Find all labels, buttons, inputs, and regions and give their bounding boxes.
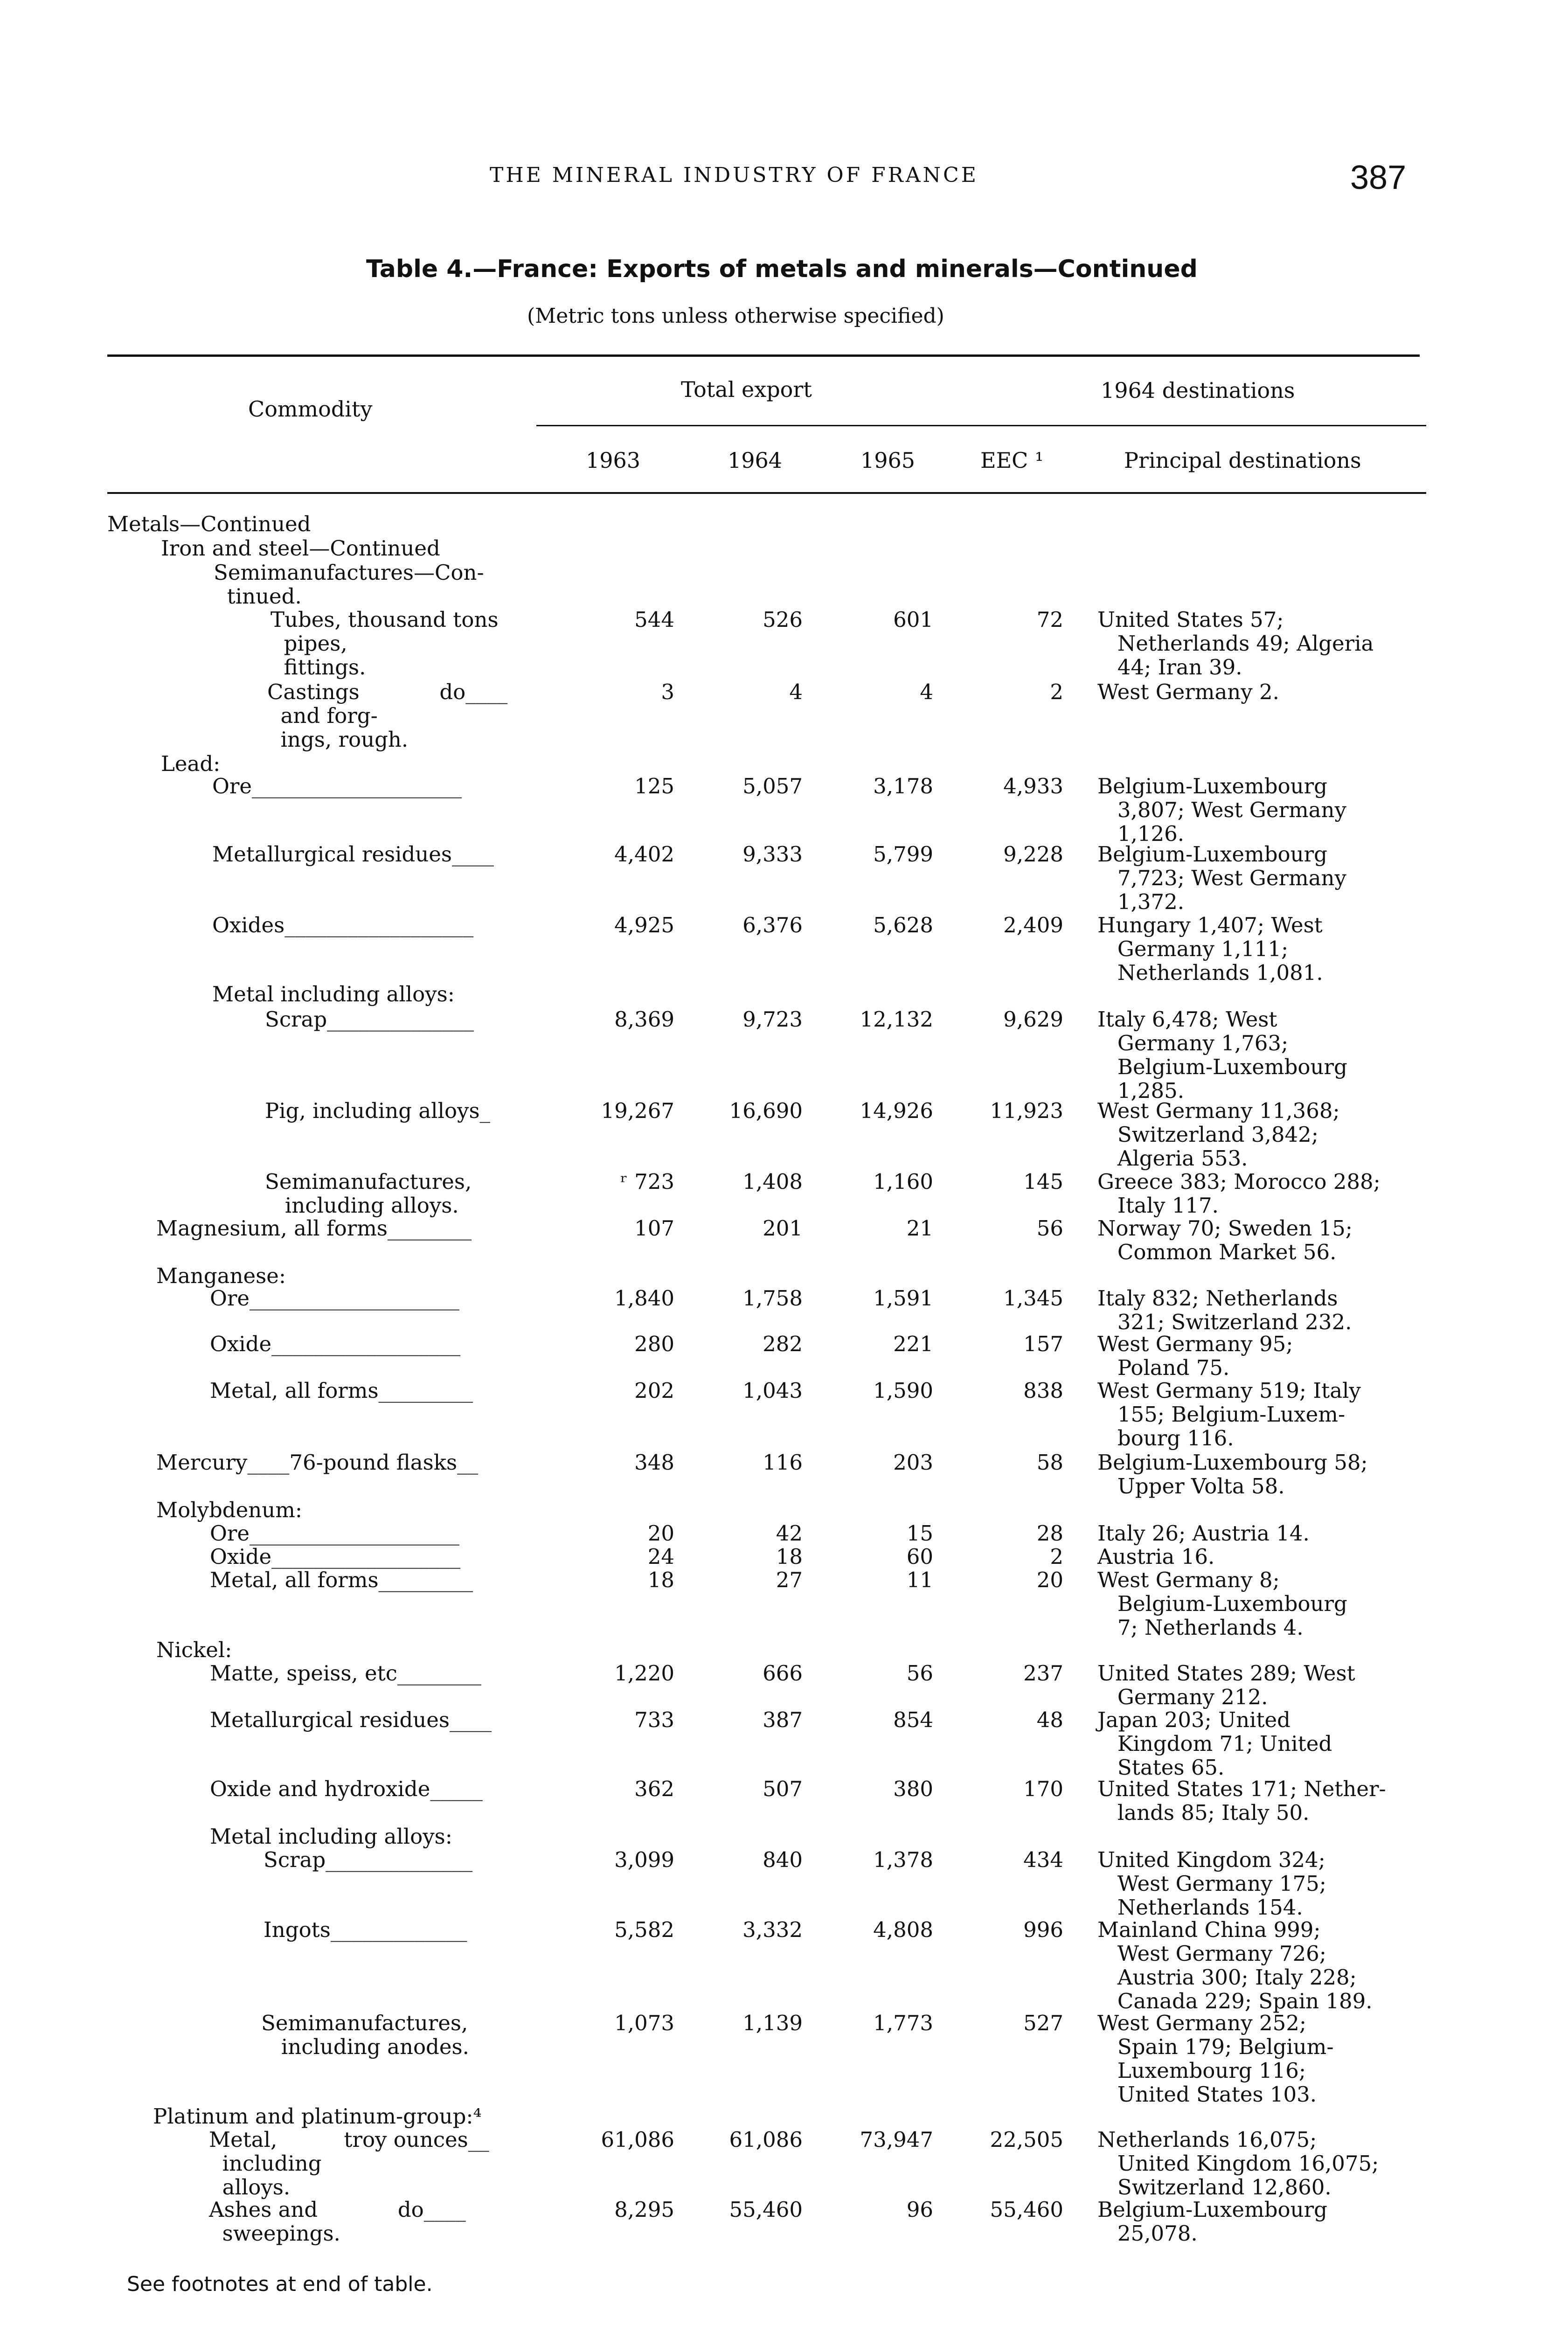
value-eec: 11,923 bbox=[990, 1098, 1063, 1123]
value-1963: 544 bbox=[634, 607, 674, 632]
value-eec: 527 bbox=[1023, 2011, 1063, 2035]
value-1965: 1,773 bbox=[873, 2011, 933, 2035]
value-1963: 20 bbox=[647, 1521, 674, 1546]
value-1965: 601 bbox=[893, 607, 933, 632]
value-1963: 19,267 bbox=[601, 1098, 674, 1123]
value-eec: 48 bbox=[1036, 1707, 1063, 1732]
value-1965: 1,591 bbox=[873, 1286, 933, 1311]
principal-destinations: West Germany 8; Belgium-Luxembourg 7; Netherlands 4. bbox=[1097, 1568, 1347, 1640]
value-1965: 12,132 bbox=[860, 1007, 933, 1032]
commodity-label: Magnesium, all forms________ bbox=[156, 1216, 472, 1241]
value-eec: 145 bbox=[1023, 1169, 1063, 1194]
commodity-label: Molybdenum: bbox=[156, 1498, 303, 1522]
table-title: Table 4.—France: Exports of metals and minerals—Continued bbox=[366, 255, 1198, 283]
value-1965: 5,799 bbox=[873, 842, 933, 867]
commodity-label: Semimanufactures, including alloys. bbox=[265, 1169, 472, 1218]
value-1965: 1,378 bbox=[873, 1847, 933, 1872]
value-1964: 61,086 bbox=[729, 2127, 803, 2152]
principal-destinations: United States 289; West Germany 212. bbox=[1097, 1661, 1355, 1709]
top-rule bbox=[107, 354, 1420, 357]
principal-destinations: Belgium-Luxembourg 3,807; West Germany 1,126. bbox=[1097, 774, 1346, 846]
commodity-label: Castings do____ and forg- ings, rough. bbox=[267, 680, 508, 752]
value-1965: 1,160 bbox=[873, 1169, 933, 1194]
commodity-label: Oxide__________________ bbox=[210, 1332, 461, 1356]
value-1964: 4 bbox=[789, 680, 803, 704]
principal-destinations: Italy 6,478; West Germany 1,763; Belgium-Luxembourg 1,285. bbox=[1097, 1007, 1347, 1103]
header-1964: 1964 bbox=[728, 448, 783, 473]
value-1963: 18 bbox=[647, 1568, 674, 1592]
value-1965: 14,926 bbox=[860, 1098, 933, 1123]
header-1965: 1965 bbox=[860, 448, 916, 473]
value-1964: 666 bbox=[763, 1661, 803, 1686]
commodity-label: Ore____________________ bbox=[212, 774, 462, 798]
principal-destinations: Belgium-Luxembourg 25,078. bbox=[1097, 2197, 1327, 2246]
commodity-label: Mercury____76-pound flasks__ bbox=[156, 1450, 479, 1475]
principal-destinations: Mainland China 999; West Germany 726; Austria 300; Italy 228; Canada 229; Spain 189. bbox=[1097, 1917, 1373, 2013]
value-1963: 24 bbox=[647, 1544, 674, 1569]
principal-destinations: West Germany 95; Poland 75. bbox=[1097, 1332, 1293, 1380]
value-eec: 72 bbox=[1036, 607, 1063, 632]
principal-destinations: Netherlands 16,075; United Kingdom 16,075; Switzerland 12,860. bbox=[1097, 2127, 1379, 2200]
commodity-label: Oxide and hydroxide_____ bbox=[210, 1777, 483, 1801]
commodity-label: Ore____________________ bbox=[210, 1286, 460, 1311]
value-eec: 4,933 bbox=[1003, 774, 1063, 798]
commodity-label: Ashes and do____ sweepings. bbox=[209, 2197, 466, 2246]
value-1964: 840 bbox=[763, 1847, 803, 1872]
value-eec: 157 bbox=[1023, 1332, 1063, 1356]
value-1963: 4,925 bbox=[614, 913, 674, 937]
commodity-label: Semimanufactures, including anodes. bbox=[261, 2011, 469, 2059]
value-1965: 4 bbox=[920, 680, 933, 704]
commodity-label: Iron and steel—Continued bbox=[161, 536, 440, 561]
value-1963: 8,295 bbox=[614, 2197, 674, 2222]
value-eec: 20 bbox=[1036, 1568, 1063, 1592]
value-1964: 116 bbox=[763, 1450, 803, 1475]
commodity-label: Oxide__________________ bbox=[210, 1544, 461, 1569]
value-1963: 348 bbox=[634, 1450, 674, 1475]
value-eec: 2 bbox=[1050, 680, 1063, 704]
principal-destinations: Italy 832; Netherlands 321; Switzerland 232. bbox=[1097, 1286, 1352, 1334]
commodity-label: Matte, speiss, etc________ bbox=[210, 1661, 481, 1686]
header-commodity: Commodity bbox=[248, 396, 373, 422]
header-eec: EEC ¹ bbox=[980, 448, 1044, 473]
header-1964-destinations: 1964 destinations bbox=[1101, 378, 1295, 403]
value-1964: 1,408 bbox=[742, 1169, 803, 1194]
running-head: THE MINERAL INDUSTRY OF FRANCE bbox=[490, 163, 978, 187]
value-eec: 2 bbox=[1050, 1544, 1063, 1569]
principal-destinations: Japan 203; United Kingdom 71; United States 65. bbox=[1097, 1707, 1332, 1780]
commodity-label: Ore____________________ bbox=[210, 1521, 460, 1546]
value-eec: 9,629 bbox=[1003, 1007, 1063, 1032]
principal-destinations: United Kingdom 324; West Germany 175; Netherlands 154. bbox=[1097, 1847, 1326, 1920]
value-eec: 996 bbox=[1023, 1917, 1063, 1942]
commodity-label: Metals—Continued bbox=[107, 512, 311, 536]
value-eec: 838 bbox=[1023, 1378, 1063, 1403]
value-1964: 5,057 bbox=[742, 774, 803, 798]
value-1964: 387 bbox=[763, 1707, 803, 1732]
commodity-label: Platinum and platinum-group:⁴ bbox=[153, 2104, 482, 2129]
value-1963: 1,220 bbox=[614, 1661, 674, 1686]
principal-destinations: Belgium-Luxembourg 7,723; West Germany 1,372. bbox=[1097, 842, 1346, 914]
principal-destinations: United States 57; Netherlands 49; Algeria 44; Iran 39. bbox=[1097, 607, 1374, 680]
principal-destinations: West Germany 252; Spain 179; Belgium- Luxembourg 116; United States 103. bbox=[1097, 2011, 1334, 2107]
value-eec: 170 bbox=[1023, 1777, 1063, 1801]
value-eec: 237 bbox=[1023, 1661, 1063, 1686]
value-1965: 5,628 bbox=[873, 913, 933, 937]
value-1964: 526 bbox=[763, 607, 803, 632]
commodity-label: Scrap______________ bbox=[264, 1847, 473, 1872]
value-1963: 4,402 bbox=[614, 842, 674, 867]
value-1964: 1,043 bbox=[742, 1378, 803, 1403]
commodity-label: Manganese: bbox=[156, 1263, 286, 1288]
value-1963: 733 bbox=[634, 1707, 674, 1732]
value-eec: 28 bbox=[1036, 1521, 1063, 1546]
value-1965: 56 bbox=[906, 1661, 933, 1686]
principal-destinations: Italy 26; Austria 14. bbox=[1097, 1521, 1310, 1546]
value-1963: 280 bbox=[634, 1332, 674, 1356]
commodity-label: Metal, troy ounces__ including alloys. bbox=[209, 2127, 489, 2200]
principal-destinations: United States 171; Nether- lands 85; Italy 50. bbox=[1097, 1777, 1386, 1825]
value-1965: 96 bbox=[906, 2197, 933, 2222]
principal-destinations: Norway 70; Sweden 15; Common Market 56. bbox=[1097, 1216, 1353, 1264]
commodity-label: Metal, all forms_________ bbox=[210, 1568, 473, 1592]
commodity-label: Semimanufactures—Con- tinued. bbox=[214, 560, 484, 609]
value-1963: 3,099 bbox=[614, 1847, 674, 1872]
principal-destinations: Greece 383; Morocco 288; Italy 117. bbox=[1097, 1169, 1381, 1218]
header-principal-destinations: Principal destinations bbox=[1124, 448, 1361, 473]
value-1964: 201 bbox=[763, 1216, 803, 1241]
value-1963: 3 bbox=[661, 680, 674, 704]
commodity-label: Scrap______________ bbox=[265, 1007, 474, 1032]
value-1965: 15 bbox=[906, 1521, 933, 1546]
value-1963: 61,086 bbox=[601, 2127, 674, 2152]
principal-destinations: Belgium-Luxembourg 58; Upper Volta 58. bbox=[1097, 1450, 1368, 1499]
value-eec: 9,228 bbox=[1003, 842, 1063, 867]
value-1965: 380 bbox=[893, 1777, 933, 1801]
header-1963: 1963 bbox=[586, 448, 641, 473]
principal-destinations: West Germany 2. bbox=[1097, 680, 1279, 704]
value-eec: 434 bbox=[1023, 1847, 1063, 1872]
commodity-label: Nickel: bbox=[156, 1638, 232, 1662]
value-1963: 362 bbox=[634, 1777, 674, 1801]
principal-destinations: Hungary 1,407; West Germany 1,111; Netherlands 1,081. bbox=[1097, 913, 1323, 985]
value-1965: 21 bbox=[906, 1216, 933, 1241]
commodity-label: Metal including alloys: bbox=[210, 1824, 452, 1849]
commodity-label: Metallurgical residues____ bbox=[212, 842, 494, 867]
value-1965: 60 bbox=[906, 1544, 933, 1569]
value-1964: 282 bbox=[763, 1332, 803, 1356]
value-eec: 1,345 bbox=[1003, 1286, 1063, 1311]
value-1965: 221 bbox=[893, 1332, 933, 1356]
value-1963: 8,369 bbox=[614, 1007, 674, 1032]
value-1965: 73,947 bbox=[860, 2127, 933, 2152]
commodity-label: Metallurgical residues____ bbox=[210, 1707, 492, 1732]
value-1964: 16,690 bbox=[729, 1098, 803, 1123]
value-1965: 203 bbox=[893, 1450, 933, 1475]
value-1963: 202 bbox=[634, 1378, 674, 1403]
value-1964: 507 bbox=[763, 1777, 803, 1801]
value-1963: 1,073 bbox=[614, 2011, 674, 2035]
principal-destinations: West Germany 11,368; Switzerland 3,842; Algeria 553. bbox=[1097, 1098, 1340, 1171]
value-1963: 107 bbox=[634, 1216, 674, 1241]
value-1964: 6,376 bbox=[742, 913, 803, 937]
value-1964: 3,332 bbox=[742, 1917, 803, 1942]
footnote: See footnotes at end of table. bbox=[127, 2272, 433, 2296]
value-1963: 1,840 bbox=[614, 1286, 674, 1311]
value-eec: 22,505 bbox=[990, 2127, 1063, 2152]
value-1965: 11 bbox=[906, 1568, 933, 1592]
value-1964: 55,460 bbox=[729, 2197, 803, 2222]
commodity-label: Oxides__________________ bbox=[212, 913, 474, 937]
value-1964: 18 bbox=[776, 1544, 803, 1569]
value-1963: ʳ 723 bbox=[620, 1169, 674, 1194]
value-1965: 854 bbox=[893, 1707, 933, 1732]
commodity-label: Metal, all forms_________ bbox=[210, 1378, 473, 1403]
value-eec: 2,409 bbox=[1003, 913, 1063, 937]
principal-destinations: Austria 16. bbox=[1097, 1544, 1215, 1569]
commodity-label: Lead: bbox=[161, 751, 221, 776]
commodity-label: Pig, including alloys_ bbox=[265, 1098, 491, 1123]
value-1964: 9,723 bbox=[742, 1007, 803, 1032]
commodity-label: Metal including alloys: bbox=[212, 982, 455, 1006]
value-1963: 125 bbox=[634, 774, 674, 798]
header-bottom-rule bbox=[107, 492, 1426, 494]
value-eec: 55,460 bbox=[990, 2197, 1063, 2222]
principal-destinations: West Germany 519; Italy 155; Belgium-Luxem- bourg 116. bbox=[1097, 1378, 1361, 1451]
value-1964: 1,139 bbox=[742, 2011, 803, 2035]
commodity-label: Ingots_____________ bbox=[264, 1917, 467, 1942]
value-1965: 4,808 bbox=[873, 1917, 933, 1942]
value-1965: 1,590 bbox=[873, 1378, 933, 1403]
value-1965: 3,178 bbox=[873, 774, 933, 798]
header-mid-rule bbox=[536, 425, 1426, 426]
header-total-export: Total export bbox=[681, 377, 812, 402]
table-subtitle: (Metric tons unless otherwise specified) bbox=[527, 304, 944, 328]
value-1964: 9,333 bbox=[742, 842, 803, 867]
commodity-label: Tubes, thousand tons pipes, fittings. bbox=[271, 607, 499, 680]
value-eec: 56 bbox=[1036, 1216, 1063, 1241]
value-eec: 58 bbox=[1036, 1450, 1063, 1475]
value-1964: 1,758 bbox=[742, 1286, 803, 1311]
value-1964: 42 bbox=[776, 1521, 803, 1546]
value-1964: 27 bbox=[776, 1568, 803, 1592]
page-number: 387 bbox=[1350, 159, 1407, 196]
value-1963: 5,582 bbox=[614, 1917, 674, 1942]
